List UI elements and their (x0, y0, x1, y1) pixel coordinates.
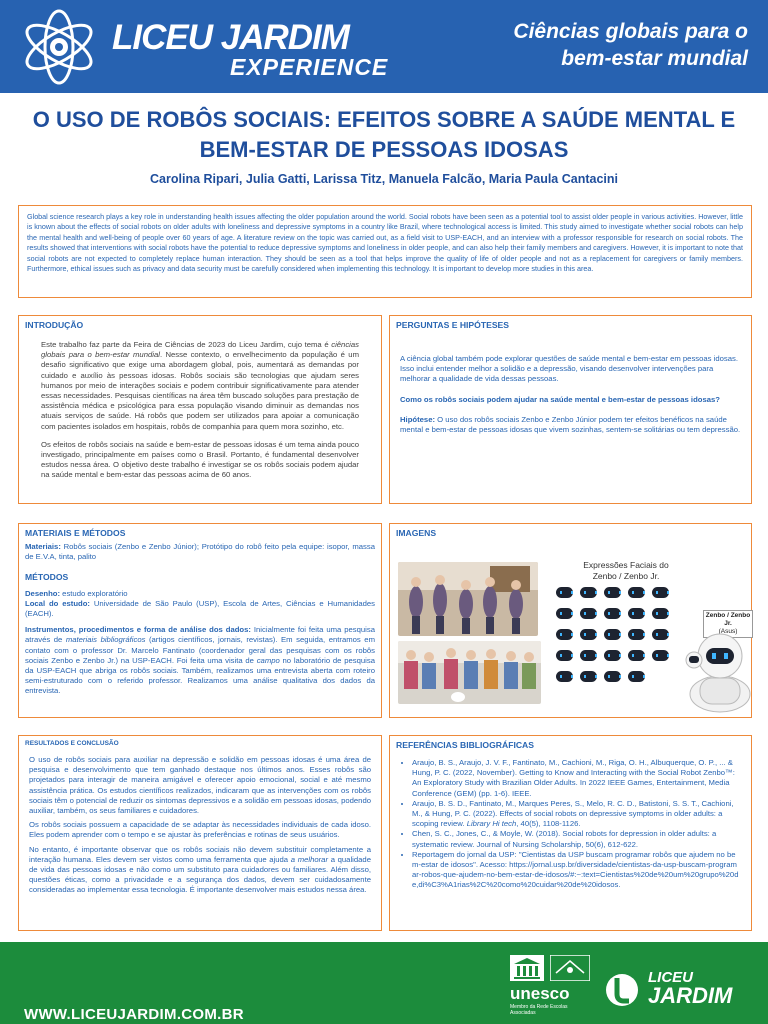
materials-methods-heading: MATERIAIS E MÉTODOS (25, 528, 126, 538)
reference-item: • Chen, S. C., Jones, C., & Moyle, W. (2018). Social robots for depression in older adults: a systematic review. Journal of Nursing Scholarship, 50(6), 612-622. (412, 829, 741, 849)
design-text: Desenho: estudo exploratório (25, 588, 128, 598)
face-icon (628, 650, 645, 661)
unesco-note: Membro da Rede Escolas Associadas (510, 1004, 568, 1016)
poster-authors: Carolina Ripari, Julia Gatti, Larissa Titz, Manuela Falcão, Maria Paula Cantacini (150, 172, 618, 186)
intro-body (19, 330, 381, 481)
footer-logo-line2: JARDIM (648, 983, 733, 1008)
questions-heading: PERGUNTAS E HIPÓTESES (396, 320, 510, 330)
reference-item: • Reportagem do jornal da USP: "Cientistas da USP buscam programar robôs que ajudem no bem-estar de idosos". Acesso: https://jornal.usp.br/diversidade/cientistas-da-usp-buscam-programar-robos-que-ajudem-no-bem-estar-de-idosos/#:~:text=Cientistas%20de%20um%20grupo%20de,di%C3%A1rias%2C%20como%20cuidar%20de%20idosos. (412, 850, 741, 891)
robot-label: Zenbo / Zenbo Jr. (705, 612, 751, 627)
results-section (18, 735, 382, 931)
face-icon (604, 650, 621, 661)
face-icon (556, 650, 573, 661)
abstract-box (18, 205, 752, 298)
zenbo-robot-icon (680, 628, 752, 714)
liceu-jardim-logo-icon (605, 970, 639, 1010)
face-icon (580, 650, 597, 661)
intro-paragraph-1: Este trabalho faz parte da Feira de Ciências de 2023 do Liceu Jardim, cujo tema é ciências globais para o bem-estar mundial. Nesse contexto, o envelhecimento da população é um desafio significativo que exige uma abordagem global, pois, aumentará as demandas por cuidado e auxílio às pessoas idosas. Robôs sociais são tecnologias que ajudam seres humanos por meio de interações sociais e podem contribuir significativamente para atender essas necessidades. Pesquisas científicas na área têm buscado soluções para prestação de assistência médica e psicológica para essa população visando diminuir as demandas nos atuais serviços de saúde. Há robôs que podem ser utilizados para apoiar a comunicação com pacientes isolados em hospitais, robôs de companhia para quem mora sozinho, etc. (41, 340, 359, 431)
poster-title: O USO DE ROBÔS SOCIAIS: EFEITOS SOBRE A SAÚDE MENTAL E BEM-ESTAR DE PESSOAS IDOSAS (32, 107, 736, 162)
questions-body (390, 330, 751, 435)
brand-name: LICEU JARDIM (112, 18, 349, 57)
face-icon (580, 629, 597, 640)
images-heading: IMAGENS (396, 528, 437, 538)
header-slogan: Ciências globais para o bem-estar mundial (513, 20, 748, 70)
references-heading: REFERÊNCIAS BIBLIOGRÁFICAS (396, 740, 534, 750)
instruments-text: Instrumentos, procedimentos e forma de análise dos dados: Inicialmente foi feita uma pesquisa através de materiais bibliográficos (artigos científicos, jornais, revistas). Em seguida, entramos em contato com o professor Dr. Marcelo Fantinato (coordenador geral das pesquisas com os robôs sociais Zenbo e Zenbo Jr.) na USP-EACH. Foi feita uma visita de campo no laboratório de pesquisa da USP-EACH que abriga os robôs sociais. Também, realizamos uma entrevista aberta com roteiro semi-estruturado com o referido professor. Realizamos uma análise qualitativa dos dados da entrevista. (25, 625, 375, 696)
methods-section (18, 523, 382, 718)
faces-caption: Expressões Faciais do Zenbo / Zenbo Jr. (583, 560, 669, 581)
face-icon (556, 629, 573, 640)
photo-elderly-exercise (398, 562, 538, 636)
intro-paragraph-2: Os efeitos de robôs sociais na saúde e bem-estar de pessoas idosas é um tema ainda pouco investigado, principalmente em países como o Brasil. Portanto, é fundamental desenvolver estudos nessa área. O objetivo deste trabalho é investigar se os robôs sociais podem ajudar na saúde mental e bem-estar das pessoas acima de 60 anos. (41, 439, 359, 480)
website-link[interactable]: WWW.LICEUJARDIM.COM.BR (24, 1006, 244, 1023)
face-icon (556, 608, 573, 619)
reference-item: • Araujo, B. S. D., Fantinato, M., Marques Peres, S., Melo, R. C. D., Batistoni, S. S. T., Cachioni, M., & Hung, P. C. (2022). Effects of social robots on depressive symptoms in older adults: a scoping review. Library Hi tech, 40(5), 1108-1126. (412, 799, 741, 830)
hypothesis: Hipótese: O uso dos robôs sociais Zenbo e Zenbo Júnior podem ter efeitos benéficos na saúde mental e bem-estar de pessoas idosas que vivem sozinhas, sentem-se solitárias ou tem depressão. (400, 414, 741, 435)
abstract-text: Global science research plays a key role in understanding health issues affecting the older population around the world. Social robots have been seen as a potential tool to assist older people in various activities. However, little is known about the effects of social robots on older adults with loneliness and depressive symptoms in a country like Brazil, where technological access is limited. This study aimed to investigate whether social robots can help the mental health and well-being of people over 60 years of age. A literature review on the topic was carried out, as a field visit to USP-EACH, and an interview with a professor responsible for research on social robots. The results showed that interventions with social robots have the potential to reduce depressive symptoms and loneliness in older people, and can also help their family members and caregivers. However, it is important to note that social robots are not expected to completely replace human interaction. They should be seen as a tool that helps improve the quality of life of older people and not as a replacement for caregivers or family members. Furthermore, ethical issues such as privacy and data security must be carefully considered when implementing this technology. It is important to develop more studies in this area. (27, 212, 743, 274)
face-icon (628, 587, 645, 598)
face-icon (652, 608, 669, 619)
face-icon (604, 608, 621, 619)
face-icon (580, 608, 597, 619)
robot-sublabel: (Asus) (718, 628, 738, 635)
unesco-temple-icon (510, 955, 544, 981)
results-paragraph-1: O uso de robôs sociais para auxiliar na depressão e solidão em pessoas idosas é uma área de pesquisa e desenvolvimento que tem ganhado destaque nos últimos anos. Esses robôs são projetados para interagir de maneira amigável e oferecer apoio emocional, social e até mesmo assistência prática. Os estudos científicos realizados, indicaram que as intervenções com os robôs sociais têm o potencial de reduzir os sintomas depressivos e a solidão em pessoas idosas, podendo auxiliar, também, os seus familiares e cuidadores. (29, 755, 371, 816)
unesco-wordmark: unesco (510, 984, 570, 1003)
face-icon (556, 587, 573, 598)
results-paragraph-3: No entanto, é importante observar que os robôs sociais não devem substituir completamente a interação humana. Eles devem ser vistos como uma ferramenta que ajuda a melhorar a qualidade de vida das pessoas idosas e não como um substituto para cuidadores ou familiares. Além disso, questões éticas, como a privacidade e a segurança dos dados, devem ser cuidadosamente consideradas ao implementar essa tecnologia. É importante desenvolver mais estudos nessa área. (29, 844, 371, 895)
intro-heading: INTRODUÇÃO (25, 320, 84, 330)
questions-paragraph: A ciência global também pode explorar questões de saúde mental e bem-estar em pessoas idosas. Isso inclui entender melhor a solidão e a depressão, visando desenvolver intervenções para melhorar a qualidade de vida dessas pessoas. (400, 354, 739, 384)
research-question: Como os robôs sociais podem ajudar na saúde mental e bem-estar de pessoas idosas? (400, 394, 720, 404)
face-icon (628, 629, 645, 640)
atom-logo-icon (18, 8, 100, 86)
methods-body (19, 538, 381, 697)
face-icon (628, 671, 645, 682)
face-icon (628, 608, 645, 619)
header-banner (0, 0, 768, 93)
results-heading: RESULTADOS E CONCLUSÃO (25, 740, 119, 747)
reference-item: • Araujo, B. S., Araujo, J. V. F., Fantinato, M., Cachioni, M., Riga, O. H., Albuquerque, O. P., ... & Hung, P. C. (2022, November). Getting to Know and Interacting with the Social Robot Zenbo™: An Exploratory Study with Brazilian Older Adults. In 2022 IEEE Games, Entertainment, Media Conference (GEM) (pp. 1-6). IEEE. (412, 758, 741, 799)
brand-subtitle: EXPERIENCE (230, 54, 389, 80)
footer-logo-line1: LICEU (648, 969, 693, 986)
results-body (19, 747, 381, 896)
photo-robot-visit (398, 641, 541, 704)
face-icon (652, 587, 669, 598)
results-paragraph-2: Os robôs sociais possuem a capacidade de se adaptar às necessidades individuais de cada idoso. Eles podem aprender com o tempo e se ajustar às preferências e rotinas de seus usuários. (29, 820, 371, 840)
questions-section (389, 315, 752, 504)
face-icon (652, 629, 669, 640)
face-icon (604, 671, 621, 682)
face-icon (556, 671, 573, 682)
faces-grid (556, 587, 686, 697)
face-icon (604, 587, 621, 598)
methods-heading: MÉTODOS (25, 572, 69, 583)
face-icon (580, 587, 597, 598)
intro-section (18, 315, 382, 504)
face-icon (604, 629, 621, 640)
face-icon (652, 650, 669, 661)
associated-schools-icon (550, 955, 590, 981)
references-section (389, 735, 752, 931)
references-list (390, 750, 751, 891)
materials-text: Materiais: Robôs sociais (Zenbo e Zenbo Júnior); Protótipo do robô feito pela equipe: isopor, massa de E.V.A, tinta, palito (25, 542, 375, 562)
face-icon (580, 671, 597, 682)
place-text: Local do estudo: Universidade de São Paulo (USP), Escola de Artes, Ciências e Humanidades (EACH). (25, 598, 375, 619)
